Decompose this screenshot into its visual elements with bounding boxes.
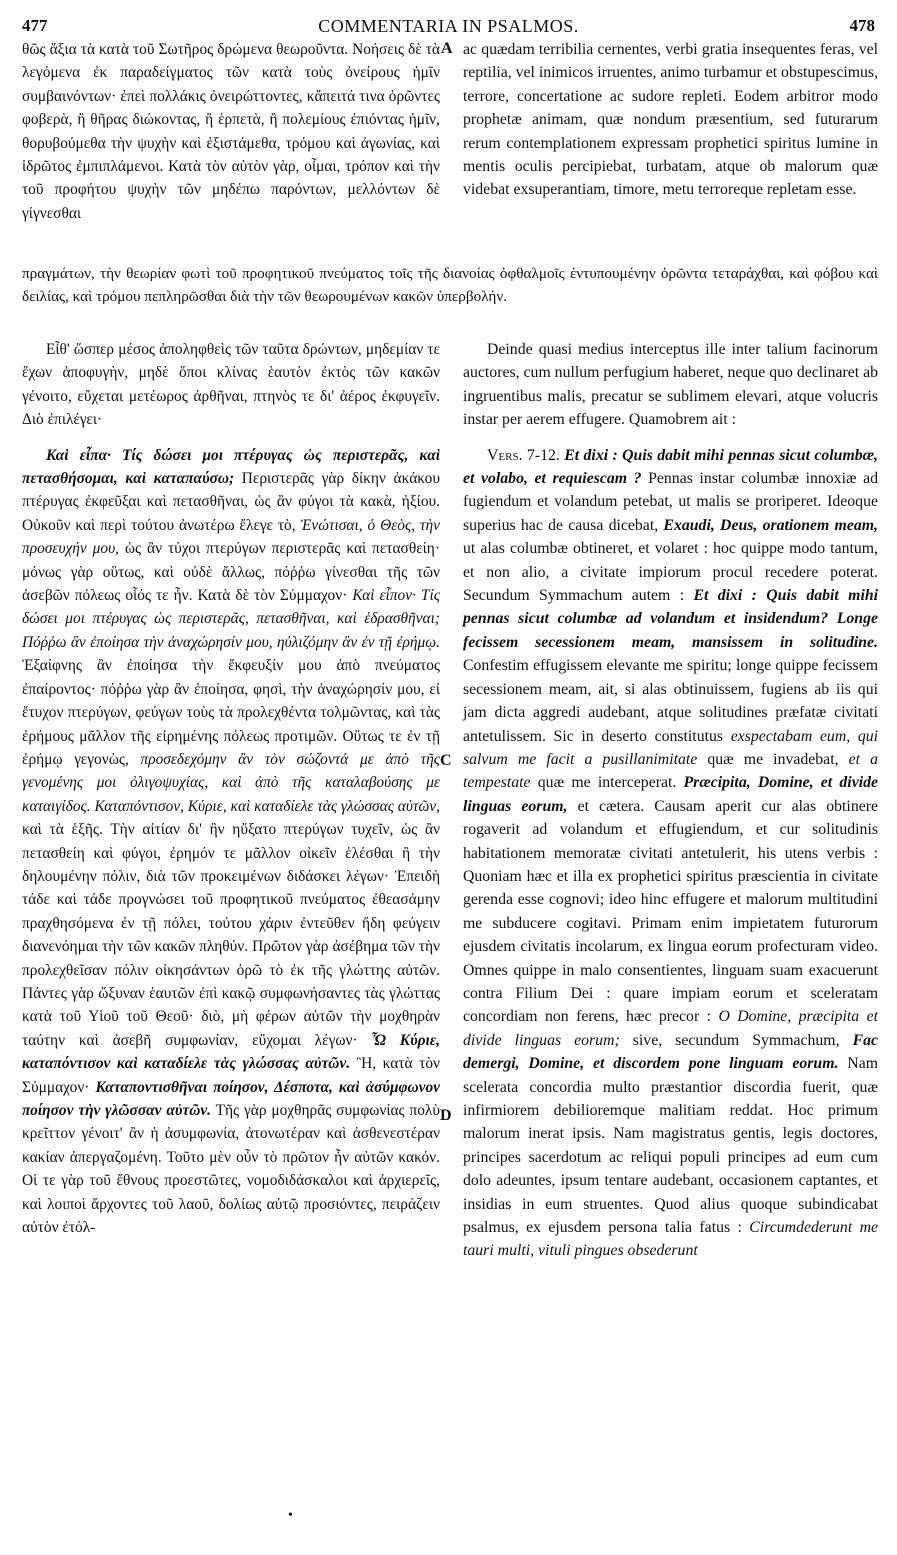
symmachus-quotation: Καταποντισθῆναι ποίησον, Δέσποτα, καὶ ἀσύμφωνον ποίησον τὴν γλῶσσαν αὐτῶν. [22,1078,441,1119]
page-number-left: 477 [22,16,48,35]
symmachus-quotation: Καὶ εἶπον· Τίς δώσει μοι πτέρυγας ὡς περιστερᾶς, πετασθῆναι, καὶ ἑδρασθῆναι; Πόῤῥω ἂν ἐποίησα τὴν ἀναχώρησίν μου, ηὐλιζόμην ἂν ἐν τῇ ἐρήμῳ. [22,587,440,651]
margin-marker-c: C [440,752,452,769]
greek-paragraph: θῶς ἄξια τὰ κατὰ τοῦ Σωτῆρος δρώμενα θεωροῦντα. Νοήσεις δὲ τὰ λεγόμενα ἐκ παραδείγματος τῶν κατὰ τοὺς ὀνείρους ἡμῖν συμβαινόντων· ἐπεὶ πολλάκις ὀνειρώττοντες, κἄπειτά τινα ὁρῶντες φοβερὰ, ἢ θῆρας διώκοντας, ἢ ἑρπετὰ, ἢ πολεμίους ἐπιόντας ἡμῖν, θορυβούμεθα τὴν ψυχὴν καὶ ἐξιστάμεθα, τρόμου καὶ ἀγωνίας, καὶ ἱδρῶτος ἐμπιπλάμενοι. Κατὰ τὸν αὐτὸν γὰρ, οἶμαι, τρόπον καὶ τὴν τοῦ προφήτου ψυχὴν τῶν μηδέπω παρόντων, μελλόντων δὲ γίγνεσθαι [22,41,440,222]
latin-column-top [463,38,878,202]
greek-full-width-line [22,262,878,309]
quotation: Circumdederunt me tauri multi, vituli pingues obsederunt [463,1219,879,1260]
latin-paragraph: Vers. 7-12. Et dixi : Quis dabit mihi pennas sicut columbæ, et volabo, et requiescam ? Pennas instar columbæ innoxiæ ad fugiendum et volandum petebat, ut malis se proriperet. Ideoque superius hac de causa dicebat, Exaudi, Deus, orationem meam, ut alas columbæ obtineret, et volaret : hoc quippe modo tantum, et non alio, a civitate impiorum procul recedere poterat. Secundum Symmachum autem : Et dixi : Quis dabit mihi pennas sicut columbæ ad volandum et insidendum? Longe fecissem secessionem meam, mansissem in solitudine. Confestim effugissem elevante me spiritu; longe quippe fecissem secessionem meam, ait, si alas obtinuissem, fugiens ab iis qui jam dicta aggredi audebant, atque solitudines præfatæ civitati antetulissem. Sic in deserto constitutus exspectabam eum, qui salvum me facit a pusillanimitate quæ me invadebat, et a tempestate quæ me interceperat. Præcipita, Domine, et divide linguas eorum, et cætera. Causam aperit cur alas obtinere rogaverit ad volandum et effugiendum, et cur solitudinis habitationem memoratæ civitati antetulerit, his utens verbis : Quoniam hæc et illa ex prophetici spiritus præscientia in civitate gerenda esse cognovi; ideo hinc effugere et malorum multitudini me subducere cogitavi. Primam enim impietatem futurorum ejusdem civitatis incolarum, ex lingua eorum profecturam video. Omnes quippe in malo consentientes, linguam suam exacuerunt contra Filium Dei : quare impiam eorum et sceleratam concordiam non ferens, hæc precor : O Domine, præcipita et divide linguas eorum; sive, secundum Symmachum, Fac demergi, Domine, et discordem pone linguam eorum. Nam scelerata concordia multo præstantior discordia fuerit, quæ infirmiorem debilioremque malitiam reddat. Hoc primum malorum inerat ipsis. Nam magistratus gentis, legis doctores, principes sacerdotum ac reliqui populi principes ad eum cum dolo adeuntes, ipsum tentare audebant, occasionem captantes, et insidias in eum struentes. Quod alius quoque subindicabat psalmus, ex ejusdem persona talia fatus : Circumdederunt me tauri multi, vituli pingues obsederunt [463,446,879,1260]
greek-paragraph: Εἶθ' ὥσπερ μέσος ἀποληφθεὶς τῶν ταῦτα δρώντων, μηδεμίαν τε ἔχων ἀποφυγὴν, μηδὲ ὅποι κλίνας ἑαυτὸν ἐκτὸς τῶν κακῶν γένοιτο, εὔχεται μετέωρος ἀρθῆναι, πτηνὸς τε δι' ἀέρος ἐκφυγεῖν. Διὸ ἐπιλέγει· [22,341,440,429]
symmachus-quotation: Fac demergi, Domine, et discordem pone linguam eorum. [463,1031,879,1073]
quotation: προσεδεχόμην ἂν τὸν σώζοντά με ἀπὸ τῆς γενομένης μοι ὀλιγοψυχίας, καὶ ἀπὸ τῆς καταλαβούσης με καταιγίδος. Καταπόντισον, Κύριε, καὶ καταδίελε τὰς γλώσσας αὐτῶν, [22,750,440,815]
latin-paragraph: Deinde quasi medius interceptus ille inter talium facinorum auctores, cum nullum perfugium haberet, neque quo declinaret ab ingruentibus malis, precatur se sublimem elevari, atque volucris instar per aerem effugere. Quamobrem ait : [463,341,878,429]
quotation: Ὦ Κύριε, καταπόντισον καὶ καταδίελε τὰς γλώσσας αὐτῶν. [22,1031,440,1073]
page-end-dot: • [288,1508,293,1523]
quotation: O Domine, præcipita et divide linguas eorum; [463,1008,878,1049]
psalm-lemma: Et dixi : Quis dabit mihi pennas sicut columbæ, et volabo, et requiescam ? [463,446,878,488]
verse-reference: Vers. 7-12. [487,446,560,464]
greek-column-main [22,338,440,1239]
running-title: COMMENTARIA IN PSALMOS. [318,16,579,36]
greek-paragraph: πραγμάτων, τὴν θεωρίαν φωτὶ τοῦ προφητικοῦ πνεύματος τοῖς τῆς διανοίας ὀφθαλμοῖς ἐντυπουμένην ὁρῶντα τεταράχθαι, καὶ φόβου καὶ δειλίας, καὶ τρόμου πεπληρῶσθαι διὰ τὴν τῶν θεωρουμένων κακῶν ὑπερβολήν. [22,265,878,306]
latin-paragraph: ac quædam terribilia cernentes, verbi gratia insequentes feras, vel reptilia, vel inimicos irruentes, animo turbamur et obstupescimus, terrore, concertatione ac sudore repleti. Eodem arbitror modo prophetæ animam, quæ nondum præsentium, sed futurarum rerum contemplationem expressam prophetici spiritus lumine in mentis oculis percipiebat, turbatam, atque ob malorum quæ videbat exsuperantiam, timore, metu terroreque repletam esse. [463,41,879,199]
page-number-right: 478 [849,16,875,35]
running-header [0,0,897,36]
greek-paragraph: Καὶ εἶπα· Τίς δώσει μοι πτέρυγας ὡς περιστερᾶς, καὶ πετασθήσομαι, καὶ καταπαύσω; Περιστερᾶς γὰρ δίκην ἀκάκου πτέρυγας ἐκφεῦξαι καὶ πετασθῆναι, ὡς ἂν φύγοι τὰ κακὰ, ἠξίου. Οὐκοῦν καὶ περὶ τούτου ἀνωτέρω ἔλεγε τὸ, Ἐνώτισαι, ὁ Θεὸς, τὴν προσευχήν μου, ὡς ἂν τύχοι πτερύγων περιστερᾶς καὶ πετασθείη· μόνως γὰρ οὕτως, καὶ οὐδὲ ἄλλως, πόῤῥω γίνεσθαι τῆς τῶν ἀσεβῶν πόλεως οἷός τε ἦν. Κατὰ δὲ τὸν Σύμμαχον· Καὶ εἶπον· Τίς δώσει μοι πτέρυγας ὡς περιστερᾶς, πετασθῆναι, καὶ ἑδρασθῆναι; Πόῤῥω ἂν ἐποίησα τὴν ἀναχώρησίν μου, ηὐλιζόμην ἂν ἐν τῇ ἐρήμῳ. Ἐξαίφνης ἂν ἐποίησα τὴν ἔκφευξίν μου ἀπὸ πνεύματος ἐπαίροντος· πόῤῥω γὰρ ἂν ἐποίησα, φησὶ, τὴν ἀναχώρησίν μου, εἰ ἔτυχον πτερύγων, φεύγων τοὺς τὰ προλεχθέντα τολμῶντας, καὶ τὰς ἐρήμους μᾶλλον τῆς εἰρημένης πόλεως προτιμῶν. Οὕτως τε ἐν τῇ ἐρήμῳ γεγονὼς, προσεδεχόμην ἂν τὸν σώζοντά με ἀπὸ τῆς γενομένης μοι ὀλιγοψυχίας, καὶ ἀπὸ τῆς καταλαβούσης με καταιγίδος. Καταπόντισον, Κύριε, καὶ καταδίελε τὰς γλώσσας αὐτῶν, καὶ τὰ ἑξῆς. Τὴν αἰτίαν δι' ἣν ηὔξατο πτερύγων τυχεῖν, ὡς ἂν πετασθείη καὶ φύγοι, ἐρημόν τε μᾶλλον οἰκεῖν ἑλέσθαι ἢ τὴν δηλουμένην πόλιν, διὰ τῶν προκειμένων διδάσκει λέγων· Ἐπειδὴ τάδε καὶ τάδε προγνώσει τοῦ προφητικοῦ πνεύματος ἐθεασάμην πραχθησόμενα ἐν τῇ πόλει, τούτου χάριν ἐντεῦθεν ἤδη φεύγειν διανενόημαι τὴν τῶν κακῶν πληθύν. Πρῶτον γὰρ ἀσέβημα τῶν τὴν προλεχθεῖσαν πόλιν οἰκησάντων ὁρῶ τὸ ἐκ τῆς γλώττης αὐτῶν. Πάντες γὰρ ὤξυναν ἑαυτῶν ἐπὶ κακῷ συμφωνήσαντες τὰς γλώττας κατὰ τοῦ Υἱοῦ τοῦ Θεοῦ· διὸ, μὴ φέρων αὐτῶν τὴν μοχθηρὰν ταύτην καὶ ἀσεβῆ συμφωνίαν, εὔχομαι λέγων· Ὦ Κύριε, καταπόντισον καὶ καταδίελε τὰς γλώσσας αὐτῶν. Ἢ, κατὰ τὸν Σύμμαχον· Καταποντισθῆναι ποίησον, Δέσποτα, καὶ ἀσύμφωνον ποίησον τὴν γλῶσσαν αὐτῶν. Τῆς γὰρ μοχθηρᾶς συμφωνίας πολὺ κρεῖττον γένοιτ' ἂν ἡ ἀσυμφωνία, ἀτονωτέραν καὶ ἀσθενεστέραν κακίαν ἀπεργαζομένη. Τοῦτο μὲν οὖν τὸ πρῶτον ἦν αὐτῶν κακόν. Οἱ τε γὰρ τοῦ ἔθνους προεστῶτες, νομοδιδάσκαλοι καὶ ἀρχιερεῖς, καὶ λοιποὶ ἄρχοντες τοῦ λαοῦ, δολίως αὐτῷ προσιόντες, πειράζειν αὐτὸν ἐτόλ- [22,446,441,1237]
margin-marker-d: D [440,1107,452,1124]
quotation: exspectabam eum, qui salvum me facit a pusillanimitate [463,727,879,768]
latin-column-main [463,338,878,1263]
symmachus-quotation: Et dixi : Quis dabit mihi pennas sicut columbæ ad volandum et insidendum? Longe fecissem secessionem meam, mansissem in solitudine. [463,587,879,651]
quotation: Præcipita, Domine, et divide linguas eorum, [463,774,878,815]
quotation: et a tempestate [463,750,879,792]
greek-column-top [22,38,440,225]
quotation: Exaudi, Deus, orationem meam, [663,516,878,534]
margin-marker-a: A [441,40,453,57]
quotation: Ἐνώτισαι, ὁ Θεὸς, τὴν προσευχήν μου, [22,516,440,558]
psalm-lemma: Καὶ εἶπα· Τίς δώσει μοι πτέρυγας ὡς περιστερᾶς, καὶ πετασθήσομαι, καὶ καταπαύσω; [22,446,440,488]
